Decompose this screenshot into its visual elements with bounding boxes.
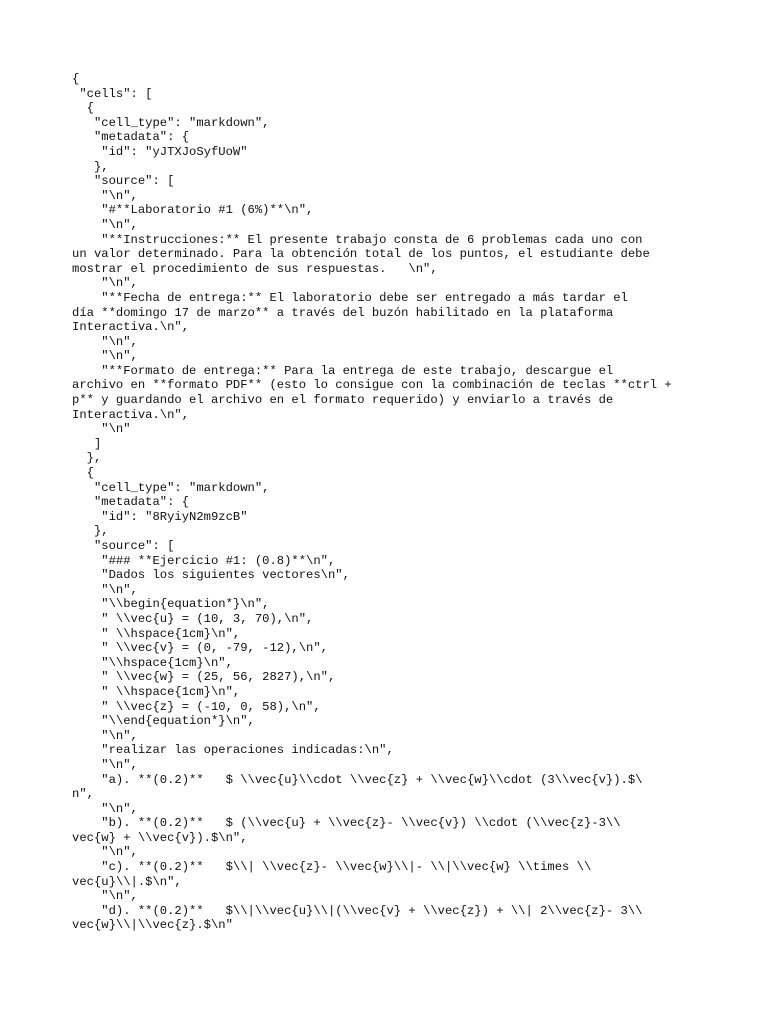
source-line: "c). **(0.2)** $\\| \\vec{z}- \\vec{w}\\|- \\|\\vec{w} \\times \\ [72,860,592,875]
json-source-listing [72,72,696,933]
source-line: vec{u}\\|.$\n", [72,874,182,889]
source-line: }, [72,451,102,466]
source-line: "**Formato de entrega:** Para la entrega de este trabajo, descargue el [72,363,614,378]
source-line: "d). **(0.2)** $\\|\\vec{u}\\|(\\vec{v} + \\vec{z}) + \\| 2\\vec{z}- 3\\ [72,903,643,918]
source-line: "source": [ [72,539,175,553]
source-line: "\\begin{equation*}\n", [72,597,270,612]
source-line: " \\vec{z} = (-10, 0, 58),\n", [72,699,321,714]
source-line: "Dados los siguientes vectores\n", [72,568,350,583]
source-line: "**Instrucciones:** El presente trabajo consta de 6 problemas cada uno con [72,232,643,247]
source-line: Interactiva.\n", [72,407,190,422]
source-line: { [72,72,80,86]
source-line: "a). **(0.2)** $ \\vec{u}\\cdot \\vec{z} + \\vec{w}\\cdot (3\\vec{v}).$\ [72,772,643,787]
source-line: ] [72,436,102,451]
source-line: "\n", [72,334,138,349]
source-line: }, [72,524,109,539]
source-line: " \\hspace{1cm}\n", [72,684,241,699]
source-line: "metadata": { [72,495,190,510]
source-line: "id": "yJTXJoSyfUoW" [72,144,248,159]
document-page [72,72,696,933]
source-line: "metadata": { [72,130,190,145]
source-line: día **domingo 17 de marzo** a través del buzón habilitado en la plataforma [72,305,614,320]
source-line: "### **Ejercicio #1: (0.8)**\n", [72,553,336,568]
source-line: " \\vec{u} = (10, 3, 70),\n", [72,611,314,626]
source-line: "cell_type": "markdown", [72,115,270,130]
source-line: un valor determinado. Para la obtención total de los puntos, el estudiante debe [72,247,650,262]
source-line: vec{w} + \\vec{v}).$\n", [72,830,248,845]
source-line: "\n", [72,889,138,904]
source-line: "\n", [72,349,138,364]
source-line: "realizar las operaciones indicadas:\n", [72,743,394,758]
source-line: "\n", [72,217,138,232]
source-line: "\n", [72,728,138,743]
source-line: "\n", [72,801,138,816]
source-line: "id": "8RyiyN2m9zcB" [72,509,248,524]
source-line: "b). **(0.2)** $ (\\vec{u} + \\vec{z}- \\vec{v}) \\cdot (\\vec{z}-3\\ [72,816,621,831]
source-line: "cells": [ [72,86,153,101]
source-line: "#**Laboratorio #1 (6%)**\n", [72,203,314,218]
source-line: }, [72,159,109,174]
source-line: mostrar el procedimiento de sus respuestas. \n", [72,261,438,276]
source-line: archivo en **formato PDF** (esto lo consigue con la combinación de teclas **ctrl + [72,378,672,393]
source-line: "\n", [72,845,138,860]
source-line: "\n" [72,422,131,437]
source-line: "source": [ [72,174,175,189]
source-line: " \\vec{v} = (0, -79, -12),\n", [72,641,328,656]
source-line: n", [72,787,94,802]
source-line: p** y guardando el archivo en el formato requerido) y enviarlo a través de [72,393,614,408]
source-line: " \\hspace{1cm}\n", [72,626,241,641]
source-line: "\\hspace{1cm}\n", [72,655,233,670]
source-line: Interactiva.\n", [72,320,190,335]
source-line: { [72,466,94,481]
source-line: "\n", [72,276,138,291]
source-line: "\\end{equation*}\n", [72,714,255,729]
source-line: { [72,101,94,116]
source-line: vec{w}\\|\\vec{z}.$\n" [72,918,233,933]
source-line: "**Fecha de entrega:** El laboratorio debe ser entregado a más tardar el [72,290,628,305]
source-line: "\n", [72,582,138,597]
source-line: " \\vec{w} = (25, 56, 2827),\n", [72,670,336,685]
source-line: "\n", [72,188,138,203]
source-line: "cell_type": "markdown", [72,480,270,495]
source-line: "\n", [72,757,138,772]
